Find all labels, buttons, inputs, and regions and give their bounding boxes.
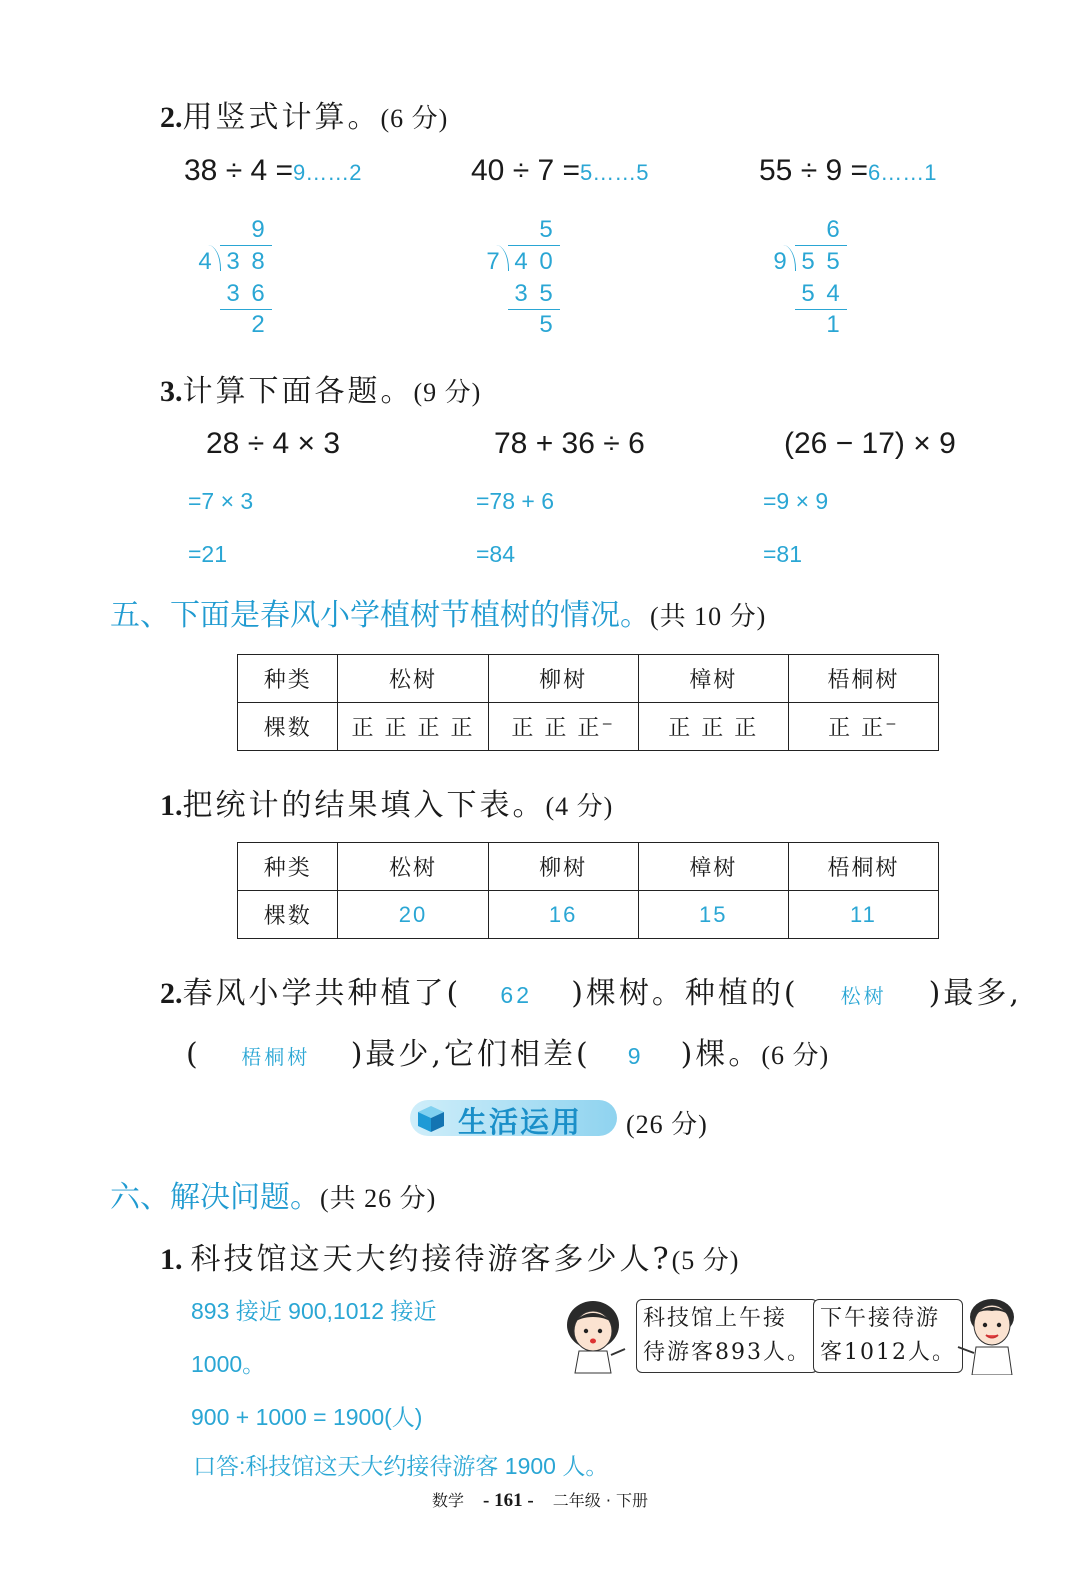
q2-expr-3: 55 ÷ 9 = [759, 154, 869, 187]
product-digit: 3 [226, 280, 240, 307]
s6q1-answer-line: 口答:科技馆这天大约接待游客 1900 人。 [193, 1453, 609, 1479]
s6q1-answer-line: 893 接近 900,1012 接近 [191, 1298, 437, 1324]
q3-step1-3: =9 × 9 [763, 488, 829, 514]
dividend-digit: 3 [226, 248, 240, 275]
sub2-text: )最多, [928, 976, 1022, 1011]
bubble-text: 下午接待游 [820, 1306, 941, 1331]
bubble-text: 客1012人。 [820, 1340, 956, 1365]
sub1-score: (4 分) [545, 792, 614, 821]
section5-heading [110, 590, 766, 634]
dividend-digit: 5 [801, 248, 815, 275]
bubble-text: 待游客893人。 [643, 1340, 811, 1365]
q2-problem-1 [184, 154, 362, 188]
count-cell: 11 [788, 891, 938, 939]
remainder: 1 [826, 311, 840, 338]
section6-q1-heading [160, 1234, 739, 1278]
page-footer [0, 1488, 1080, 1512]
sub2-text: )棵树。种植的( [571, 976, 799, 1011]
cube-icon [416, 1104, 446, 1134]
q2-expr-2: 40 ÷ 7 = [471, 154, 581, 187]
boy-illustration [952, 1293, 1022, 1375]
dividend-digit: 8 [251, 248, 265, 275]
long-division-2 [478, 214, 578, 344]
divisor: 4 [198, 248, 212, 275]
sub2-text: ( [186, 1037, 201, 1072]
section5-score: (共 10 分) [650, 602, 767, 631]
table-header: 樟树 [638, 655, 788, 703]
q3-score: (9 分) [413, 378, 482, 407]
sub2-number: 2. [160, 977, 183, 1010]
row-label: 棵数 [238, 891, 338, 939]
q3-step2-3: =81 [763, 541, 803, 567]
section5-sub1 [160, 780, 613, 824]
divisor: 9 [773, 248, 787, 275]
quotient: 5 [539, 216, 553, 243]
q3-heading [160, 366, 481, 410]
q2-heading [160, 92, 448, 136]
sub2-score: (6 分) [761, 1041, 830, 1070]
q2-answer-1: 9……2 [293, 160, 362, 185]
table-header: 柳树 [488, 843, 638, 891]
q2-problem-2 [471, 154, 649, 188]
q3-expr-3: (26 − 17) × 9 [784, 427, 956, 460]
section5-title: 五、下面是春风小学植树节植树的情况。 [110, 598, 650, 633]
row-label: 棵数 [238, 703, 338, 751]
quotient: 9 [251, 216, 265, 243]
q3-expr-1: 28 ÷ 4 × 3 [206, 427, 341, 460]
footer-subject: 数学 [431, 1491, 464, 1510]
s6q1-answer-line: 900 + 1000 = 1900(人) [191, 1404, 423, 1430]
count-cell: 16 [488, 891, 638, 939]
product-digit: 3 [514, 280, 528, 307]
speech-bubble-left [636, 1299, 818, 1373]
quotient: 6 [826, 216, 840, 243]
dividend-digit: 0 [539, 248, 553, 275]
q3-step1-2: =78 + 6 [476, 488, 555, 514]
tally-cell: 正 正 正⁻ [488, 703, 638, 751]
q2-answer-3: 6……1 [868, 160, 937, 185]
q2-score: (6 分) [380, 104, 449, 133]
answer-blank-difference: 9 [627, 1043, 644, 1069]
section5-sub2-line1 [160, 968, 1022, 1012]
product-digit: 5 [801, 280, 815, 307]
dividend-digit: 5 [826, 248, 840, 275]
section6-title: 六、解决问题。 [110, 1180, 320, 1215]
s6q1-title: 科技馆这天大约接待游客多少人? [190, 1242, 672, 1277]
remainder: 5 [539, 311, 553, 338]
section6-score: (共 26 分) [320, 1184, 437, 1213]
s6q1-score: (5 分) [671, 1246, 740, 1275]
table-header: 梧桐树 [788, 843, 938, 891]
table-header: 樟树 [638, 843, 788, 891]
answer-blank-total: 62 [500, 982, 533, 1008]
bubble-text: 科技馆上午接 [643, 1306, 788, 1331]
life-label: 生活运用 [458, 1105, 583, 1139]
product-digit: 5 [539, 280, 553, 307]
section6-heading [110, 1172, 436, 1216]
long-division-3 [765, 214, 865, 344]
q2-title: 用竖式计算。 [182, 100, 381, 135]
answer-blank-most: 松树 [840, 984, 887, 1008]
answer-blank-least: 梧桐树 [241, 1045, 311, 1069]
long-division-1 [190, 214, 290, 344]
q2-number: 2. [160, 101, 183, 134]
q3-step1-1: =7 × 3 [188, 488, 254, 514]
speech-bubble-right [813, 1299, 963, 1373]
sub1-title: 把统计的结果填入下表。 [182, 788, 546, 823]
table-header: 柳树 [488, 655, 638, 703]
table-header: 松树 [338, 843, 488, 891]
s6q1-answer-line: 1000。 [191, 1351, 266, 1377]
tally-cell: 正 正⁻ [788, 703, 938, 751]
tally-table [237, 654, 939, 751]
footer-grade: 二年级 · 下册 [552, 1491, 649, 1510]
table-header: 松树 [338, 655, 488, 703]
sub2-text: 春风小学共种植了( [182, 976, 462, 1011]
count-table [237, 842, 939, 939]
table-header: 种类 [238, 843, 338, 891]
product-digit: 6 [251, 280, 265, 307]
tally-cell: 正 正 正 [638, 703, 788, 751]
tally-cell: 正 正 正 正 [338, 703, 488, 751]
q3-step2-1: =21 [188, 541, 228, 567]
q3-number: 3. [160, 375, 183, 408]
q2-answer-2: 5……5 [580, 160, 649, 185]
section5-sub2-line2 [186, 1029, 829, 1073]
q2-expr-1: 38 ÷ 4 = [184, 154, 294, 187]
girl-illustration [555, 1295, 635, 1375]
life-score: (26 分) [626, 1110, 708, 1139]
dividend-digit: 4 [514, 248, 528, 275]
remainder: 2 [251, 311, 265, 338]
q3-title: 计算下面各题。 [182, 374, 414, 409]
page-number: - 161 - [483, 1490, 534, 1511]
product-digit: 4 [826, 280, 840, 307]
q3-step2-2: =84 [476, 541, 516, 567]
q3-expr-2: 78 + 36 ÷ 6 [494, 427, 645, 460]
count-cell: 15 [638, 891, 788, 939]
life-badge [410, 1100, 617, 1139]
count-cell: 20 [338, 891, 488, 939]
s6q1-number: 1. [160, 1243, 183, 1276]
q2-problem-3 [759, 154, 937, 188]
sub2-text: )棵。 [680, 1037, 762, 1072]
sub2-text: )最少,它们相差( [350, 1037, 591, 1072]
divisor: 7 [486, 248, 500, 275]
sub1-number: 1. [160, 789, 183, 822]
table-header: 种类 [238, 655, 338, 703]
table-header: 梧桐树 [788, 655, 938, 703]
